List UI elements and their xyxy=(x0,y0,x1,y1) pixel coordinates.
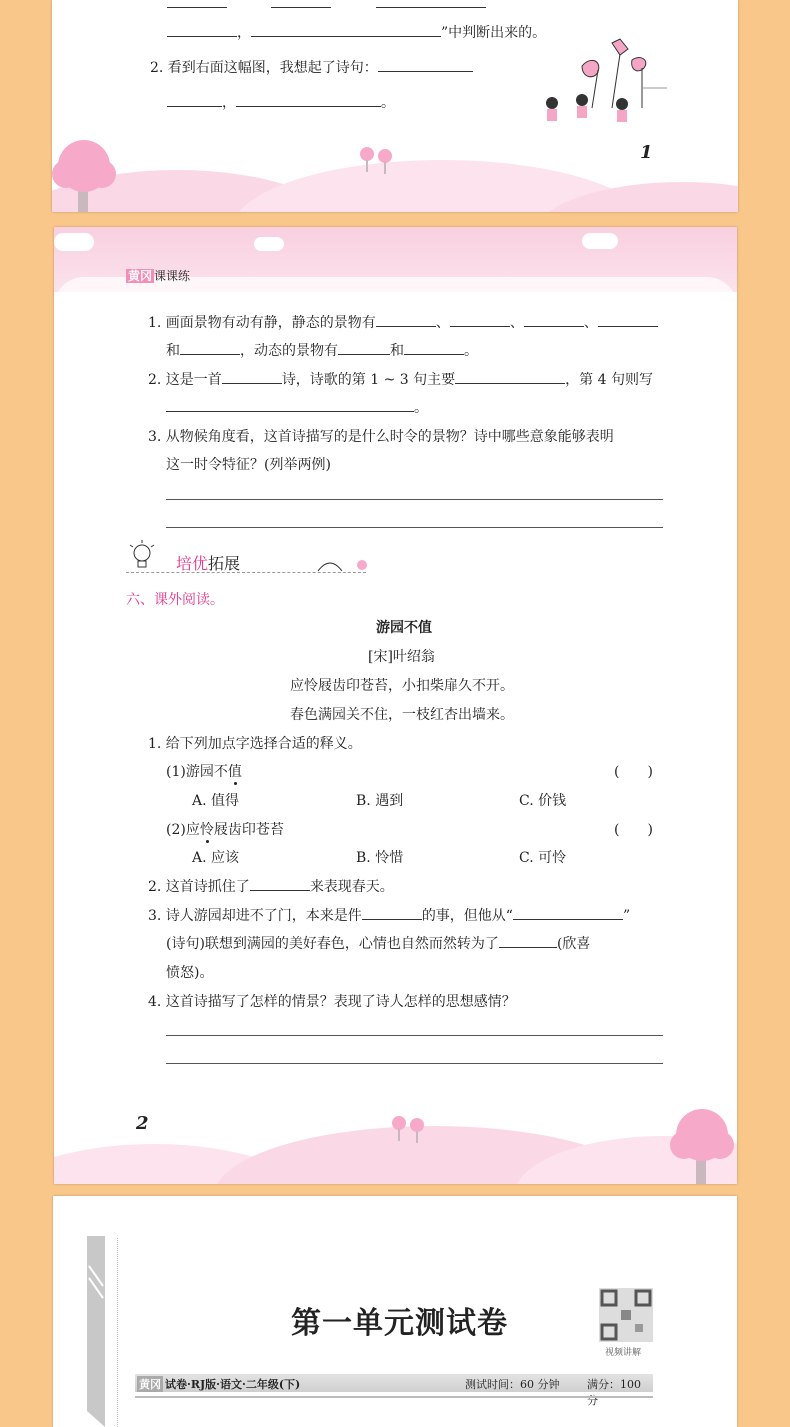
badge-part: 培优 xyxy=(176,554,209,573)
blank[interactable] xyxy=(167,0,227,8)
option-a: A. 值得 xyxy=(192,793,240,809)
sep: 、 xyxy=(509,315,524,331)
blank[interactable] xyxy=(376,0,486,8)
blank[interactable] xyxy=(180,341,240,355)
page-2 xyxy=(54,227,737,1184)
page-1 xyxy=(52,0,738,212)
text: 。 xyxy=(464,343,478,359)
sep: 、 xyxy=(583,315,598,331)
blank[interactable] xyxy=(167,23,237,37)
q1-line1 xyxy=(148,312,658,332)
blank[interactable] xyxy=(513,906,623,920)
text: 2. 这首诗抓住了 xyxy=(148,879,250,895)
reading-q2 xyxy=(148,876,394,896)
reading-q3-line3: 愤怒)。 xyxy=(166,965,214,981)
option-c: C. 价钱 xyxy=(519,793,567,809)
blank[interactable] xyxy=(166,398,414,412)
section6-title: 六、课外阅读。 xyxy=(126,592,224,608)
reading-q1-1 xyxy=(166,761,242,781)
reading-q3-line2 xyxy=(166,933,590,953)
p1-line0 xyxy=(167,0,486,12)
q2-line1 xyxy=(148,369,653,389)
header-label: 课课练 xyxy=(154,269,191,283)
p1-line1: ， ”中判断出来的。 xyxy=(167,22,546,42)
header-title xyxy=(126,267,190,284)
blank[interactable] xyxy=(236,93,381,107)
option-b: B. 怜惜 xyxy=(356,850,404,866)
text: 屐齿印苍苔 xyxy=(213,822,284,838)
text: (1)游园不 xyxy=(166,764,228,780)
question-text: 2. 这是一首 xyxy=(148,372,222,388)
option-b: B. 遇到 xyxy=(356,793,404,809)
badge-part: 拓展 xyxy=(208,554,241,573)
text: 3. 诗人游园却进不了门，本来是件 xyxy=(148,908,362,924)
qr-caption: 视频讲解 xyxy=(605,1348,642,1358)
poem-line: 春色满园关不住，一枝红杏出墙来。 xyxy=(290,707,514,723)
reading-q1: 1. 给下列加点字选择合适的释义。 xyxy=(148,736,362,752)
period: 。 xyxy=(381,95,395,111)
answer-bracket[interactable]: ( ) xyxy=(614,822,653,838)
q1-line2 xyxy=(166,340,478,360)
full-score: 满分：100 分 xyxy=(587,1378,641,1407)
info-bar xyxy=(135,1374,653,1407)
text: 来表现春天。 xyxy=(309,879,394,895)
page-3 xyxy=(53,1196,737,1427)
blank[interactable] xyxy=(167,93,222,107)
text: ，第 4 句则写 xyxy=(565,372,653,388)
text: (欣喜 xyxy=(556,936,591,952)
pink-tree-icon xyxy=(52,138,122,212)
answer-bracket[interactable]: ( ) xyxy=(614,764,653,780)
pink-tree-icon xyxy=(666,1107,737,1184)
section-badge xyxy=(176,551,240,574)
blank[interactable] xyxy=(251,23,441,37)
header-rule xyxy=(135,1396,653,1398)
option-c: C. 可怜 xyxy=(519,850,567,866)
side-ribbon-decoration xyxy=(87,1236,109,1427)
q3-line2: 这一时令特征？(列举两例) xyxy=(166,457,331,473)
text: ，动态的景物有 xyxy=(240,343,338,359)
page-number: 2 xyxy=(136,1113,149,1134)
text: (2)应 xyxy=(166,822,200,838)
pink-header-band xyxy=(54,227,737,292)
q3-line1: 3. 从物候角度看，这首诗描写的是什么时令的景物？诗中哪些意象能够表明 xyxy=(148,429,614,445)
page-number: 1 xyxy=(640,142,653,163)
edition-info: 试卷·RJ版·语文·二年级(下) xyxy=(165,1378,301,1391)
brand-badge: 黄冈 xyxy=(139,1378,161,1391)
text: 和 xyxy=(390,343,404,359)
blank[interactable] xyxy=(378,58,473,72)
text: 诗，诗歌的第 1 ~ 3 句主要 xyxy=(281,372,456,388)
blank[interactable] xyxy=(404,341,464,355)
blank[interactable] xyxy=(338,341,390,355)
brand-badge: 黄冈 xyxy=(128,269,153,283)
blank[interactable] xyxy=(499,934,557,948)
blank[interactable] xyxy=(376,313,436,327)
comma: ， xyxy=(222,95,236,111)
reading-q4: 4. 这首诗描写了怎样的情景？表现了诗人怎样的思想感情？ xyxy=(148,994,516,1010)
blank[interactable] xyxy=(271,0,331,8)
line-text: ”中判断出来的。 xyxy=(441,25,547,41)
decorative-arch-icon xyxy=(314,553,374,573)
blank[interactable] xyxy=(250,877,310,891)
small-trees-icon xyxy=(357,146,397,176)
p1-q2 xyxy=(150,57,473,77)
answer-line[interactable] xyxy=(166,1063,663,1064)
small-trees-icon xyxy=(389,1115,429,1145)
text: 的事，但他从“ xyxy=(421,908,513,924)
dotted-char: 值 xyxy=(227,764,242,780)
text: ” xyxy=(622,908,631,924)
test-title: 第一单元测试卷 xyxy=(291,1306,508,1341)
test-time: 测试时间：60 分钟 xyxy=(465,1378,560,1391)
qr-code-icon[interactable] xyxy=(599,1288,653,1342)
moon-icon xyxy=(664,235,694,277)
question-text: 1. 画面景物有动有静，静态的景物有 xyxy=(148,315,376,331)
blank[interactable] xyxy=(450,313,510,327)
blank[interactable] xyxy=(222,370,282,384)
text: 和 xyxy=(166,343,180,359)
blank[interactable] xyxy=(598,313,658,327)
blank[interactable] xyxy=(362,906,422,920)
answer-line[interactable] xyxy=(166,1035,663,1036)
poem-author: [宋]叶绍翁 xyxy=(368,649,435,665)
text: 。 xyxy=(414,400,428,416)
reading-q3-line1 xyxy=(148,905,630,925)
poem-line: 应怜屐齿印苍苔，小扣柴扉久不开。 xyxy=(290,678,514,694)
dotted-char: 怜 xyxy=(199,822,214,838)
question-text: 2. 看到右面这幅图，我想起了诗句： xyxy=(150,60,378,76)
kids-flying-kites-illustration xyxy=(532,38,667,133)
answer-line[interactable] xyxy=(166,527,663,528)
lightbulb-icon xyxy=(126,539,158,573)
reading-q1-2 xyxy=(166,819,284,839)
text: (诗句)联想到满园的美好春色，心情也自然而然转为了 xyxy=(166,936,499,952)
q2-line2 xyxy=(166,397,428,417)
poem-title: 游园不值 xyxy=(376,620,432,636)
binding-line xyxy=(117,1238,118,1427)
answer-line[interactable] xyxy=(166,499,663,500)
option-a: A. 应该 xyxy=(192,850,240,866)
blank[interactable] xyxy=(455,370,565,384)
sep: 、 xyxy=(435,315,450,331)
p1-q2-line2 xyxy=(167,92,395,112)
blank[interactable] xyxy=(524,313,584,327)
